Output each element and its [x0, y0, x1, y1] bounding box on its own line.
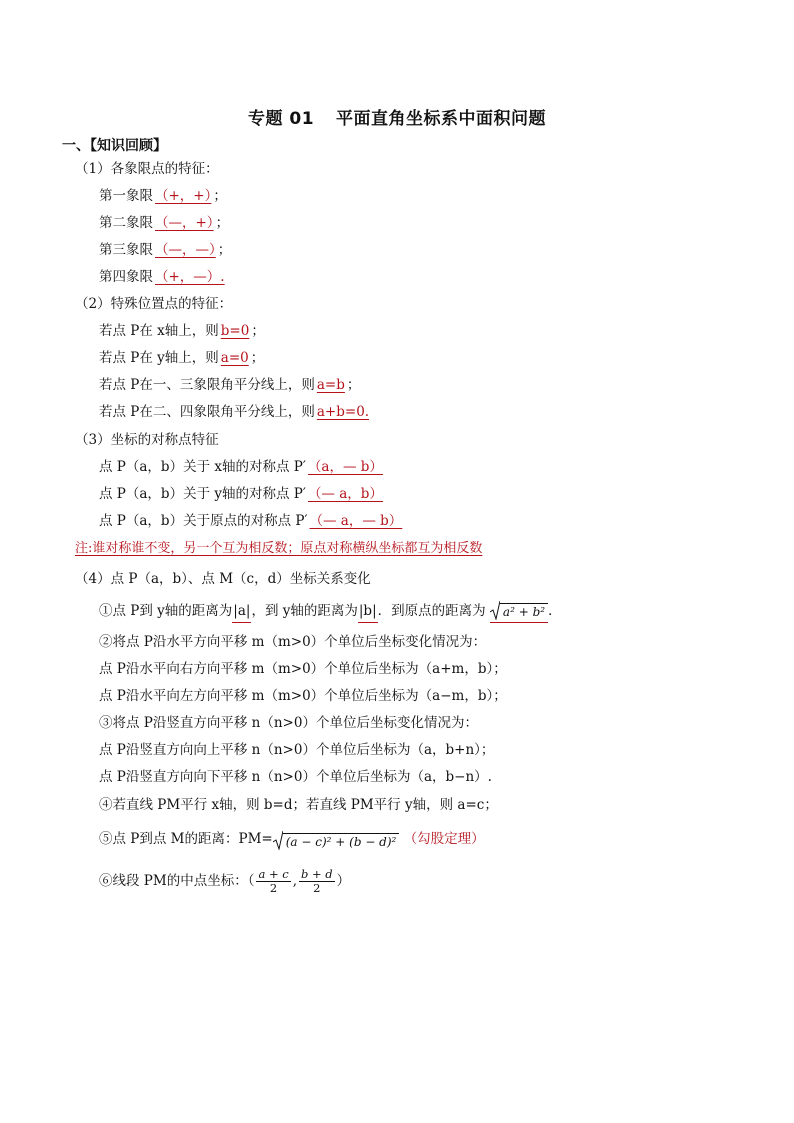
q1-answer-1: （+，+）: [155, 188, 212, 204]
q4-label: （4）点 P（a，b）、点 M（c，d）坐标关系变化: [75, 571, 371, 587]
q1-item-4: 第四象限 （+，—）.: [99, 269, 225, 285]
q3-item-2: 点 P（a，b）关于 y轴的对称点 P′ （— a，b）: [99, 486, 383, 502]
q4-line-8: ④若直线 PM平行 x轴，则 b=d；若直线 PM平行 y轴，则 a=c；: [99, 797, 498, 813]
q3-answer-1: （a，— b）: [307, 459, 383, 475]
q1-item-1: 第一象限 （+，+） ；: [99, 188, 227, 204]
q1-label: （1）各象限点的特征：: [75, 161, 219, 177]
midpoint-y-fraction: $\frac{b + d}{2}$: [301, 867, 333, 895]
q4-line-9: ⑤点 P到点 M的距离：PM= (a − c)² + (b − d)² （勾股定理）: [99, 831, 485, 849]
q4-line-2: ②将点 P沿水平方向平移 m（m>0）个单位后坐标变化情况为：: [99, 634, 487, 650]
q4-line-5: ③将点 P沿竖直方向平移 n（n>0）个单位后坐标变化情况为：: [99, 715, 478, 731]
distance-pm-formula: (a − c)² + (b − d)²: [273, 830, 400, 850]
q4-line-1: ①点 P到 y轴的距离为|a|，到 y轴的距离为|b|．到原点的距离为 a² + b² ．: [99, 600, 562, 623]
q2-item-2: 若点 P在 y轴上，则 a=0 ；: [99, 350, 265, 366]
section-heading: 一、【知识回顾】: [62, 138, 167, 154]
title-text: 平面直角坐标系中面积问题: [336, 109, 547, 129]
q3-item-3: 点 P（a，b）关于原点的对称点 P′ （— a，— b）: [99, 513, 403, 529]
q4-line-4: 点 P沿水平向左方向平移 m（m>0）个单位后坐标为（a−m，b）；: [99, 688, 507, 704]
abs-b: |b|: [358, 600, 378, 623]
sqrt-icon: [490, 600, 500, 620]
q2-item-3: 若点 P在一、三象限角平分线上，则 a=b ；: [99, 377, 361, 393]
abs-a: |a|: [232, 600, 251, 623]
q2-answer-1: b=0: [220, 323, 250, 339]
q3-answer-2: （— a，b）: [307, 486, 383, 502]
q2-answer-3: a=b: [316, 377, 345, 393]
q1-answer-4: （+，—）.: [155, 269, 225, 285]
q2-answer-2: a=0: [220, 350, 249, 366]
q1-answer-3: （—，—）: [155, 242, 216, 258]
title-number: 专题 01: [247, 109, 315, 129]
q3-label: （3）坐标的对称点特征: [75, 432, 219, 448]
distance-origin-formula: a² + b²: [490, 600, 548, 623]
q3-answer-3: （— a，— b）: [309, 513, 403, 529]
midpoint-x-fraction: $\frac{a + c}{2}$: [258, 867, 289, 895]
q1-item-2: 第二象限 （—，+） ；: [99, 215, 230, 231]
q1-item-3: 第三象限 （—，—） ；: [99, 242, 232, 258]
page-title: [0, 104, 794, 129]
pythagorean-note: （勾股定理）: [403, 831, 485, 847]
q1-answer-2: （—，+）: [155, 215, 214, 231]
q4-line-3: 点 P沿水平向右方向平移 m（m>0）个单位后坐标为（a+m，b）；: [99, 661, 507, 677]
sqrt-icon: [273, 830, 283, 850]
q2-label: （2）特殊位置点的特征：: [75, 296, 233, 312]
q2-item-1: 若点 P在 x轴上，则 b=0 ；: [99, 323, 265, 339]
q4-line-6: 点 P沿竖直方向向上平移 n（n>0）个单位后坐标为（a，b+n）；: [99, 742, 495, 758]
q2-item-4: 若点 P在二、四象限角平分线上，则 a+b=0.: [99, 404, 370, 420]
q2-answer-4: a+b=0.: [316, 404, 370, 420]
symmetry-note: 注:谁对称谁不变，另一个互为相反数；原点对称横纵坐标都互为相反数: [75, 541, 483, 556]
q3-item-1: 点 P（a，b）关于 x轴的对称点 P′ （a，— b）: [99, 459, 383, 475]
q4-line-7: 点 P沿竖直方向向下平移 n（n>0）个单位后坐标为（a，b−n）.: [99, 769, 492, 785]
q4-line-10: ⑥线段 PM的中点坐标：（ $\frac{a + c}{2}$ , $\frac{b + d}{2}$ ）: [99, 867, 351, 895]
